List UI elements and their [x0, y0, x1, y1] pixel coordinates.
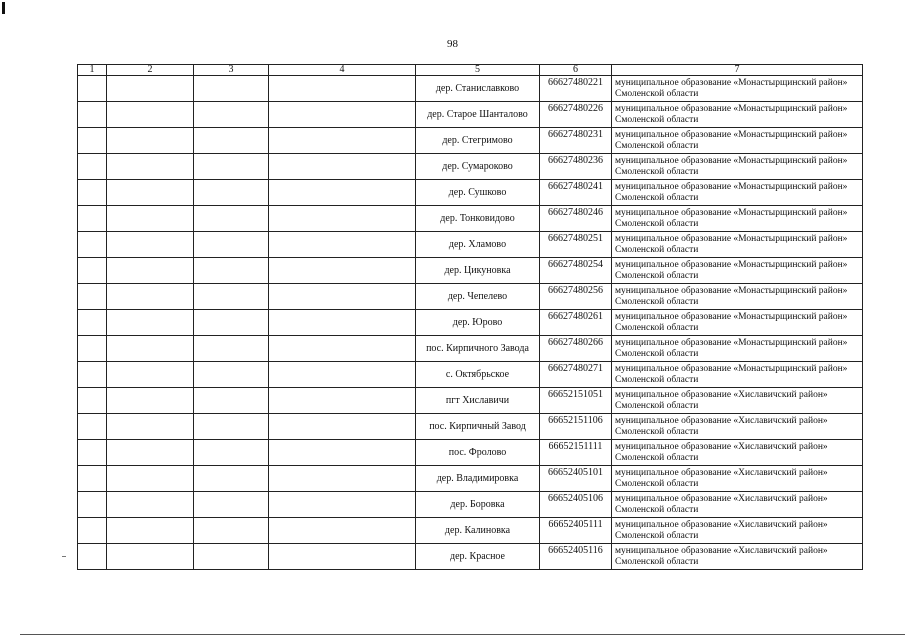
empty-cell [107, 128, 194, 154]
empty-cell [194, 440, 269, 466]
oktmo-code-cell: 66627480221 [540, 76, 612, 102]
empty-cell [78, 76, 107, 102]
empty-cell [78, 518, 107, 544]
empty-cell [107, 518, 194, 544]
empty-cell [78, 154, 107, 180]
empty-cell [269, 232, 416, 258]
empty-cell [194, 284, 269, 310]
municipality-cell: муниципальное образование «Монастырщинский район» Смоленской области [612, 102, 863, 128]
settlement-name-cell: дер. Сушково [416, 180, 540, 206]
empty-cell [194, 518, 269, 544]
empty-cell [107, 258, 194, 284]
municipality-cell: муниципальное образование «Монастырщинский район» Смоленской области [612, 232, 863, 258]
oktmo-code-cell: 66627480261 [540, 310, 612, 336]
page-number: 98 [447, 38, 458, 50]
municipality-cell: муниципальное образование «Хиславичский район» Смоленской области [612, 518, 863, 544]
municipality-cell: муниципальное образование «Хиславичский район» Смоленской области [612, 544, 863, 570]
oktmo-code-cell: 66652151106 [540, 414, 612, 440]
empty-cell [78, 414, 107, 440]
table-row [78, 414, 863, 440]
table-row [78, 102, 863, 128]
empty-cell [78, 206, 107, 232]
oktmo-code-cell: 66627480251 [540, 232, 612, 258]
empty-cell [78, 310, 107, 336]
empty-cell [194, 388, 269, 414]
empty-cell [269, 102, 416, 128]
municipality-cell: муниципальное образование «Хиславичский район» Смоленской области [612, 492, 863, 518]
empty-cell [107, 440, 194, 466]
table-header-row [78, 65, 863, 76]
empty-cell [269, 388, 416, 414]
table-row [78, 440, 863, 466]
municipality-cell: муниципальное образование «Монастырщинский район» Смоленской области [612, 206, 863, 232]
header-col-6: 6 [540, 65, 612, 76]
empty-cell [107, 232, 194, 258]
table-row [78, 388, 863, 414]
empty-cell [194, 492, 269, 518]
municipality-cell: муниципальное образование «Монастырщинский район» Смоленской области [612, 284, 863, 310]
settlement-name-cell: дер. Сумароково [416, 154, 540, 180]
municipality-cell: муниципальное образование «Монастырщинский район» Смоленской области [612, 258, 863, 284]
oktmo-code-cell: 66652405116 [540, 544, 612, 570]
empty-cell [269, 544, 416, 570]
scan-dot [62, 556, 66, 557]
empty-cell [78, 284, 107, 310]
table-row [78, 76, 863, 102]
empty-cell [78, 362, 107, 388]
empty-cell [194, 414, 269, 440]
empty-cell [78, 544, 107, 570]
table-row [78, 466, 863, 492]
oktmo-code-cell: 66652405101 [540, 466, 612, 492]
table-row [78, 258, 863, 284]
empty-cell [107, 180, 194, 206]
empty-cell [269, 336, 416, 362]
oktmo-code-cell: 66627480256 [540, 284, 612, 310]
empty-cell [107, 76, 194, 102]
empty-cell [107, 284, 194, 310]
empty-cell [194, 128, 269, 154]
empty-cell [269, 180, 416, 206]
settlement-name-cell: дер. Стегримово [416, 128, 540, 154]
empty-cell [269, 466, 416, 492]
settlement-name-cell: пгт Хиславичи [416, 388, 540, 414]
header-col-1: 1 [78, 65, 107, 76]
empty-cell [269, 154, 416, 180]
settlement-name-cell: пос. Кирпичного Завода [416, 336, 540, 362]
empty-cell [107, 102, 194, 128]
settlement-name-cell: дер. Калиновка [416, 518, 540, 544]
empty-cell [269, 492, 416, 518]
table-row [78, 492, 863, 518]
settlement-name-cell: дер. Станиславково [416, 76, 540, 102]
header-col-3: 3 [194, 65, 269, 76]
settlements-table [77, 64, 863, 570]
settlement-name-cell: дер. Владимировка [416, 466, 540, 492]
empty-cell [194, 206, 269, 232]
municipality-cell: муниципальное образование «Монастырщинский район» Смоленской области [612, 336, 863, 362]
empty-cell [107, 310, 194, 336]
empty-cell [269, 128, 416, 154]
empty-cell [107, 492, 194, 518]
empty-cell [194, 76, 269, 102]
empty-cell [269, 414, 416, 440]
table-row [78, 310, 863, 336]
settlement-name-cell: пос. Фролово [416, 440, 540, 466]
table-row [78, 518, 863, 544]
empty-cell [78, 258, 107, 284]
empty-cell [78, 440, 107, 466]
empty-cell [194, 362, 269, 388]
settlement-name-cell: пос. Кирпичный Завод [416, 414, 540, 440]
empty-cell [269, 440, 416, 466]
table-row [78, 284, 863, 310]
empty-cell [194, 336, 269, 362]
settlement-name-cell: дер. Тонковидово [416, 206, 540, 232]
settlement-name-cell: дер. Цикуновка [416, 258, 540, 284]
empty-cell [78, 466, 107, 492]
settlement-name-cell: дер. Хламово [416, 232, 540, 258]
empty-cell [194, 180, 269, 206]
settlement-name-cell: дер. Старое Шанталово [416, 102, 540, 128]
oktmo-code-cell: 66652151051 [540, 388, 612, 414]
municipality-cell: муниципальное образование «Монастырщинский район» Смоленской области [612, 154, 863, 180]
table-body [78, 76, 863, 570]
oktmo-code-cell: 66627480241 [540, 180, 612, 206]
oktmo-code-cell: 66627480236 [540, 154, 612, 180]
empty-cell [78, 232, 107, 258]
settlement-name-cell: дер. Чепелево [416, 284, 540, 310]
empty-cell [269, 206, 416, 232]
empty-cell [194, 310, 269, 336]
empty-cell [107, 362, 194, 388]
settlement-name-cell: дер. Боровка [416, 492, 540, 518]
empty-cell [107, 466, 194, 492]
empty-cell [107, 154, 194, 180]
empty-cell [107, 544, 194, 570]
table-row [78, 232, 863, 258]
table-row [78, 180, 863, 206]
empty-cell [194, 154, 269, 180]
municipality-cell: муниципальное образование «Хиславичский район» Смоленской области [612, 414, 863, 440]
empty-cell [269, 258, 416, 284]
empty-cell [78, 128, 107, 154]
oktmo-code-cell: 66627480226 [540, 102, 612, 128]
table-row [78, 206, 863, 232]
empty-cell [194, 102, 269, 128]
empty-cell [107, 206, 194, 232]
municipality-cell: муниципальное образование «Хиславичский район» Смоленской области [612, 440, 863, 466]
empty-cell [269, 310, 416, 336]
settlement-name-cell: дер. Красное [416, 544, 540, 570]
table-row [78, 544, 863, 570]
oktmo-code-cell: 66627480266 [540, 336, 612, 362]
scan-margin-mark [2, 2, 5, 14]
table-row [78, 362, 863, 388]
oktmo-code-cell: 66627480254 [540, 258, 612, 284]
municipality-cell: муниципальное образование «Монастырщинский район» Смоленской области [612, 310, 863, 336]
table-row [78, 336, 863, 362]
empty-cell [78, 336, 107, 362]
table-row [78, 128, 863, 154]
empty-cell [194, 544, 269, 570]
oktmo-code-cell: 66627480271 [540, 362, 612, 388]
empty-cell [194, 232, 269, 258]
empty-cell [78, 180, 107, 206]
empty-cell [269, 76, 416, 102]
municipality-cell: муниципальное образование «Монастырщинский район» Смоленской области [612, 362, 863, 388]
page-bottom-rule [20, 634, 905, 635]
empty-cell [107, 336, 194, 362]
empty-cell [269, 362, 416, 388]
header-col-5: 5 [416, 65, 540, 76]
empty-cell [269, 518, 416, 544]
settlement-name-cell: дер. Юрово [416, 310, 540, 336]
empty-cell [194, 466, 269, 492]
oktmo-code-cell: 66652405106 [540, 492, 612, 518]
header-col-4: 4 [269, 65, 416, 76]
oktmo-code-cell: 66652151111 [540, 440, 612, 466]
empty-cell [107, 388, 194, 414]
empty-cell [78, 492, 107, 518]
empty-cell [194, 258, 269, 284]
municipality-cell: муниципальное образование «Монастырщинский район» Смоленской области [612, 128, 863, 154]
table-row [78, 154, 863, 180]
municipality-cell: муниципальное образование «Монастырщинский район» Смоленской области [612, 76, 863, 102]
empty-cell [78, 102, 107, 128]
oktmo-code-cell: 66627480231 [540, 128, 612, 154]
header-col-2: 2 [107, 65, 194, 76]
municipality-cell: муниципальное образование «Монастырщинский район» Смоленской области [612, 180, 863, 206]
oktmo-code-cell: 66627480246 [540, 206, 612, 232]
settlement-name-cell: с. Октябрьское [416, 362, 540, 388]
empty-cell [269, 284, 416, 310]
oktmo-code-cell: 66652405111 [540, 518, 612, 544]
municipality-cell: муниципальное образование «Хиславичский район» Смоленской области [612, 466, 863, 492]
empty-cell [107, 414, 194, 440]
municipality-cell: муниципальное образование «Хиславичский район» Смоленской области [612, 388, 863, 414]
empty-cell [78, 388, 107, 414]
header-col-7: 7 [612, 65, 863, 76]
